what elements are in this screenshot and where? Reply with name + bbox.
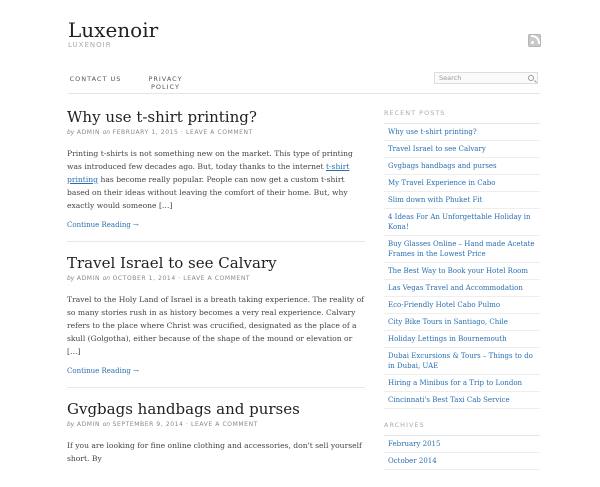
post-entry xyxy=(67,108,365,242)
recent-post-link[interactable]: Why use t-shirt printing? xyxy=(388,128,477,136)
list-item xyxy=(384,348,540,375)
list-item xyxy=(384,236,540,263)
meta-on: on xyxy=(102,421,111,428)
search-input[interactable] xyxy=(434,72,538,84)
list-item xyxy=(384,175,540,192)
post-title-link[interactable]: Gvgbags handbags and purses xyxy=(67,400,300,418)
meta-on: on xyxy=(102,129,111,136)
post-title-link[interactable]: Why use t-shirt printing? xyxy=(67,108,257,126)
recent-post-link[interactable]: Travel Israel to see Calvary xyxy=(388,145,486,153)
excerpt-text: has become really popular. People can now get a custom t-shirt based on their ideas without leaving the comfort of their home. But, why exactly would someone […] xyxy=(67,175,348,210)
post-entry xyxy=(67,254,365,388)
recent-post-link[interactable]: Gvgbags handbags and purses xyxy=(388,162,497,170)
list-item xyxy=(384,280,540,297)
list-item xyxy=(384,453,540,470)
post-excerpt: Travel to the Holy Land of Israel is a breath taking experience. The reality of so many stories rush in as history becomes a very real experience. Calvary refers to the place where Christ was crucified, designated as the place of a skull (Golgotha), either because of the shape of the mound or elevation or […] xyxy=(67,295,364,356)
post-excerpt: If you are looking for fine online clothing and accessories, don't sell yourself short. By xyxy=(67,441,362,463)
list-item xyxy=(384,158,540,175)
recent-post-link[interactable]: Buy Glasses Online – Hand made Acetate Frames in the Lowest Price xyxy=(388,240,535,258)
recent-post-link[interactable]: City Bike Tours in Santiago, Chile xyxy=(388,318,508,326)
archives-heading: ARCHIVES xyxy=(384,421,540,436)
recent-post-link[interactable]: Cincinnati's Best Taxi Cab Service xyxy=(388,396,510,404)
archives-list xyxy=(384,436,540,470)
excerpt-text: Printing t-shirts is not something new on the market. This type of printing was introduced few decades ago. But, today thanks to the internet xyxy=(67,149,353,171)
nav-item-contact-us[interactable]: CONTACT US xyxy=(69,75,122,83)
list-item xyxy=(384,209,540,236)
meta-by: by xyxy=(67,275,75,282)
post-entry xyxy=(67,400,365,475)
site-tagline: LUXENOIR xyxy=(68,41,112,49)
search-placeholder: Search xyxy=(439,74,462,82)
nav-item-privacy-policy[interactable]: PRIVACY POLICY xyxy=(148,75,183,91)
author-link[interactable]: ADMIN xyxy=(76,275,101,282)
author-link[interactable]: ADMIN xyxy=(76,421,101,428)
recent-post-link[interactable]: Dubai Excursions & Tours – Things to do in Dubai, UAE xyxy=(388,352,533,370)
archive-link[interactable]: October 2014 xyxy=(388,457,437,465)
list-item xyxy=(384,263,540,280)
search-icon[interactable] xyxy=(528,75,534,81)
recent-post-link[interactable]: Slim down with Phuket Fit xyxy=(388,196,483,204)
post-meta xyxy=(67,421,365,428)
author-link[interactable]: ADMIN xyxy=(76,129,101,136)
recent-post-link[interactable]: Eco-Friendly Hotel Cabo Pulmo xyxy=(388,301,501,309)
post-list xyxy=(67,108,365,487)
list-item xyxy=(384,192,540,209)
continue-reading-link[interactable]: Continue Reading → xyxy=(67,221,139,229)
list-item xyxy=(384,436,540,453)
list-item xyxy=(384,392,540,409)
list-item xyxy=(384,375,540,392)
continue-reading-link[interactable]: Continue Reading → xyxy=(67,367,139,375)
meta-by: by xyxy=(67,421,75,428)
meta-separator: · xyxy=(186,421,189,428)
post-date: OCTOBER 1, 2014 xyxy=(112,275,176,282)
recent-posts-heading: RECENT POSTS xyxy=(384,109,540,124)
recent-post-link[interactable]: The Best Way to Book your Hotel Room xyxy=(388,267,529,275)
post-date: FEBRUARY 1, 2015 xyxy=(112,129,179,136)
recent-post-link[interactable]: Holiday Lettings in Bournemouth xyxy=(388,335,507,343)
list-item xyxy=(384,314,540,331)
post-meta xyxy=(67,129,365,136)
list-item xyxy=(384,124,540,141)
rss-icon[interactable] xyxy=(528,34,541,47)
leave-comment-link[interactable]: LEAVE A COMMENT xyxy=(186,129,253,136)
site-title[interactable]: Luxenoir xyxy=(68,18,159,42)
post-meta xyxy=(67,275,365,282)
recent-post-link[interactable]: My Travel Experience in Cabo xyxy=(388,179,496,187)
recent-post-link[interactable]: Las Vegas Travel and Accommodation xyxy=(388,284,523,292)
recent-posts-list xyxy=(384,124,540,409)
leave-comment-link[interactable]: LEAVE A COMMENT xyxy=(191,421,258,428)
recent-post-link[interactable]: 4 Ideas For An Unforgettable Holiday in Kona! xyxy=(388,213,531,231)
meta-separator: · xyxy=(180,129,184,136)
leave-comment-link[interactable]: LEAVE A COMMENT xyxy=(183,275,251,282)
meta-separator: · xyxy=(178,275,181,282)
meta-by: by xyxy=(67,129,75,136)
sidebar xyxy=(384,109,540,470)
post-date: SEPTEMBER 9, 2014 xyxy=(112,421,184,428)
main-navigation xyxy=(68,70,540,94)
list-item xyxy=(384,331,540,348)
post-title-link[interactable]: Travel Israel to see Calvary xyxy=(67,254,277,272)
list-item xyxy=(384,141,540,158)
archive-link[interactable]: February 2015 xyxy=(388,440,441,448)
meta-on: on xyxy=(102,275,111,282)
recent-post-link[interactable]: Hiring a Minibus for a Trip to London xyxy=(388,379,523,387)
post-excerpt xyxy=(67,147,365,212)
tshirt-printing-link[interactable]: t-shirt printing xyxy=(67,162,350,184)
list-item xyxy=(384,297,540,314)
